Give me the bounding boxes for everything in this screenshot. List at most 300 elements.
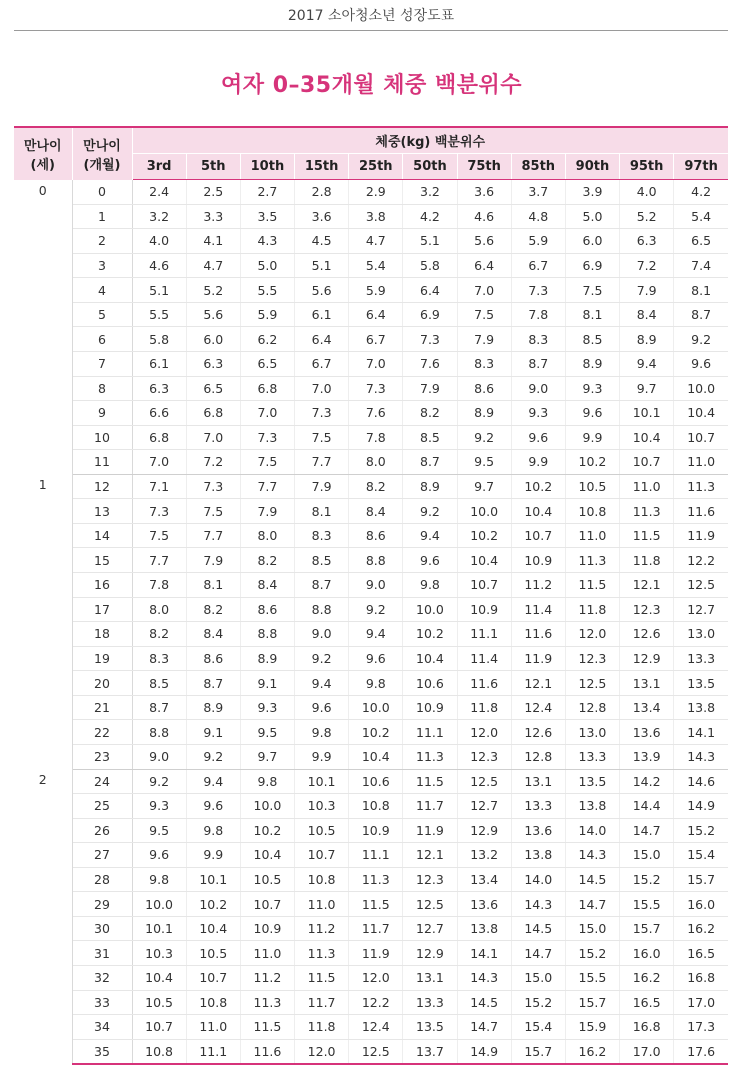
weight-value-cell: 11.3 xyxy=(620,499,674,524)
weight-value-cell: 7.8 xyxy=(132,573,186,598)
percentile-header: 15th xyxy=(295,154,349,180)
weight-value-cell: 12.0 xyxy=(565,622,619,647)
age-months-cell: 15 xyxy=(72,548,132,573)
weight-value-cell: 10.1 xyxy=(186,867,240,892)
weight-value-cell: 11.7 xyxy=(403,794,457,819)
weight-value-cell: 12.2 xyxy=(349,990,403,1015)
weight-value-cell: 10.7 xyxy=(457,573,511,598)
weight-value-cell: 9.7 xyxy=(240,744,294,769)
percentile-header: 75th xyxy=(457,154,511,180)
weight-value-cell: 14.5 xyxy=(457,990,511,1015)
weight-value-cell: 6.1 xyxy=(132,351,186,376)
weight-value-cell: 11.2 xyxy=(295,916,349,941)
table-header xyxy=(14,127,728,180)
weight-value-cell: 10.9 xyxy=(403,695,457,720)
weight-value-cell: 9.9 xyxy=(295,744,349,769)
weight-value-cell: 4.7 xyxy=(349,229,403,254)
weight-value-cell: 13.1 xyxy=(403,966,457,991)
weight-value-cell: 10.9 xyxy=(511,548,565,573)
weight-value-cell: 10.7 xyxy=(674,425,728,450)
table-row xyxy=(14,548,728,573)
weight-value-cell: 7.4 xyxy=(674,253,728,278)
weight-value-cell: 13.0 xyxy=(565,720,619,745)
weight-value-cell: 10.7 xyxy=(240,892,294,917)
age-months-cell: 11 xyxy=(72,450,132,475)
weight-value-cell: 8.5 xyxy=(132,671,186,696)
table-row xyxy=(14,720,728,745)
weight-value-cell: 7.3 xyxy=(132,499,186,524)
age-months-cell: 29 xyxy=(72,892,132,917)
weight-value-cell: 10.2 xyxy=(457,523,511,548)
age-months-cell: 28 xyxy=(72,867,132,892)
weight-value-cell: 5.9 xyxy=(349,278,403,303)
weight-value-cell: 11.0 xyxy=(240,941,294,966)
weight-value-cell: 5.4 xyxy=(349,253,403,278)
weight-value-cell: 8.2 xyxy=(132,622,186,647)
document-header: 2017 소아청소년 성장도표 xyxy=(14,0,728,31)
weight-value-cell: 5.0 xyxy=(565,204,619,229)
weight-value-cell: 10.2 xyxy=(565,450,619,475)
weight-value-cell: 13.7 xyxy=(403,1039,457,1064)
weight-value-cell: 12.9 xyxy=(620,646,674,671)
weight-value-cell: 8.8 xyxy=(295,597,349,622)
weight-value-cell: 11.1 xyxy=(403,720,457,745)
weight-value-cell: 12.5 xyxy=(565,671,619,696)
weight-value-cell: 7.9 xyxy=(186,548,240,573)
weight-value-cell: 10.2 xyxy=(240,818,294,843)
weight-value-cell: 9.4 xyxy=(403,523,457,548)
table-row xyxy=(14,204,728,229)
age-months-cell: 34 xyxy=(72,1015,132,1040)
weight-value-cell: 16.2 xyxy=(674,916,728,941)
weight-value-cell: 8.1 xyxy=(186,573,240,598)
weight-value-cell: 6.5 xyxy=(186,376,240,401)
weight-value-cell: 7.0 xyxy=(240,401,294,426)
weight-value-cell: 9.1 xyxy=(240,671,294,696)
weight-value-cell: 7.0 xyxy=(457,278,511,303)
weight-value-cell: 10.7 xyxy=(186,966,240,991)
weight-value-cell: 7.3 xyxy=(295,401,349,426)
weight-value-cell: 10.8 xyxy=(132,1039,186,1064)
weight-value-cell: 7.7 xyxy=(240,474,294,499)
age-months-cell: 18 xyxy=(72,622,132,647)
weight-value-cell: 15.5 xyxy=(565,966,619,991)
weight-value-cell: 11.9 xyxy=(511,646,565,671)
table-row xyxy=(14,597,728,622)
weight-value-cell: 7.0 xyxy=(186,425,240,450)
weight-value-cell: 13.6 xyxy=(620,720,674,745)
weight-value-cell: 11.4 xyxy=(511,597,565,622)
weight-value-cell: 2.5 xyxy=(186,180,240,205)
weight-value-cell: 3.7 xyxy=(511,180,565,205)
weight-value-cell: 15.7 xyxy=(674,867,728,892)
weight-value-cell: 11.0 xyxy=(674,450,728,475)
weight-value-cell: 12.0 xyxy=(457,720,511,745)
weight-value-cell: 9.5 xyxy=(240,720,294,745)
weight-value-cell: 13.8 xyxy=(674,695,728,720)
weight-value-cell: 7.5 xyxy=(240,450,294,475)
weight-value-cell: 10.4 xyxy=(511,499,565,524)
weight-value-cell: 3.8 xyxy=(349,204,403,229)
weight-value-cell: 11.0 xyxy=(620,474,674,499)
weight-value-cell: 10.4 xyxy=(349,744,403,769)
weight-value-cell: 9.8 xyxy=(403,573,457,598)
weight-value-cell: 5.9 xyxy=(240,302,294,327)
weight-value-cell: 5.1 xyxy=(132,278,186,303)
weight-value-cell: 7.7 xyxy=(295,450,349,475)
weight-value-cell: 3.3 xyxy=(186,204,240,229)
weight-value-cell: 11.7 xyxy=(295,990,349,1015)
weight-value-cell: 11.2 xyxy=(511,573,565,598)
table-row xyxy=(14,1015,728,1040)
weight-value-cell: 14.4 xyxy=(620,794,674,819)
weight-value-cell: 11.0 xyxy=(565,523,619,548)
weight-value-cell: 7.3 xyxy=(349,376,403,401)
weight-value-cell: 8.7 xyxy=(403,450,457,475)
weight-value-cell: 12.1 xyxy=(511,671,565,696)
age-months-cell: 20 xyxy=(72,671,132,696)
weight-value-cell: 9.9 xyxy=(186,843,240,868)
weight-value-cell: 6.6 xyxy=(132,401,186,426)
weight-value-cell: 8.6 xyxy=(240,597,294,622)
weight-value-cell: 11.6 xyxy=(240,1039,294,1064)
weight-value-cell: 7.5 xyxy=(186,499,240,524)
weight-value-cell: 10.4 xyxy=(186,916,240,941)
weight-value-cell: 9.3 xyxy=(565,376,619,401)
weight-value-cell: 2.8 xyxy=(295,180,349,205)
table-row xyxy=(14,351,728,376)
age-months-cell: 13 xyxy=(72,499,132,524)
table-row xyxy=(14,278,728,303)
table-row xyxy=(14,695,728,720)
weight-value-cell: 10.2 xyxy=(349,720,403,745)
weight-value-cell: 8.9 xyxy=(620,327,674,352)
weight-value-cell: 15.2 xyxy=(674,818,728,843)
weight-value-cell: 16.8 xyxy=(674,966,728,991)
weight-value-cell: 16.0 xyxy=(620,941,674,966)
weight-value-cell: 10.8 xyxy=(295,867,349,892)
weight-value-cell: 6.0 xyxy=(565,229,619,254)
weight-value-cell: 9.0 xyxy=(132,744,186,769)
column-header-age-years-label: 만나이 (세) xyxy=(23,138,62,173)
weight-value-cell: 9.3 xyxy=(240,695,294,720)
weight-value-cell: 12.6 xyxy=(511,720,565,745)
age-months-cell: 16 xyxy=(72,573,132,598)
age-months-cell: 10 xyxy=(72,425,132,450)
weight-value-cell: 6.8 xyxy=(186,401,240,426)
weight-value-cell: 6.2 xyxy=(240,327,294,352)
age-months-cell: 26 xyxy=(72,818,132,843)
weight-value-cell: 10.9 xyxy=(349,818,403,843)
weight-value-cell: 12.4 xyxy=(349,1015,403,1040)
weight-value-cell: 14.7 xyxy=(565,892,619,917)
weight-value-cell: 7.8 xyxy=(511,302,565,327)
weight-value-cell: 7.0 xyxy=(295,376,349,401)
weight-value-cell: 12.5 xyxy=(674,573,728,598)
weight-value-cell: 3.2 xyxy=(132,204,186,229)
weight-value-cell: 12.3 xyxy=(457,744,511,769)
weight-value-cell: 10.1 xyxy=(132,916,186,941)
percentile-header: 97th xyxy=(674,154,728,180)
weight-value-cell: 10.8 xyxy=(186,990,240,1015)
weight-value-cell: 8.4 xyxy=(240,573,294,598)
weight-value-cell: 6.7 xyxy=(349,327,403,352)
weight-value-cell: 9.6 xyxy=(403,548,457,573)
weight-value-cell: 6.5 xyxy=(674,229,728,254)
weight-value-cell: 10.0 xyxy=(674,376,728,401)
age-years-cell: 1 xyxy=(14,474,72,769)
weight-value-cell: 7.9 xyxy=(295,474,349,499)
weight-value-cell: 13.3 xyxy=(511,794,565,819)
weight-value-cell: 6.4 xyxy=(295,327,349,352)
weight-value-cell: 8.3 xyxy=(132,646,186,671)
weight-value-cell: 11.5 xyxy=(565,573,619,598)
weight-value-cell: 15.7 xyxy=(620,916,674,941)
weight-value-cell: 11.5 xyxy=(620,523,674,548)
weight-value-cell: 10.0 xyxy=(132,892,186,917)
weight-value-cell: 6.3 xyxy=(186,351,240,376)
age-months-cell: 9 xyxy=(72,401,132,426)
weight-value-cell: 12.5 xyxy=(349,1039,403,1064)
weight-value-cell: 10.4 xyxy=(620,425,674,450)
age-months-cell: 33 xyxy=(72,990,132,1015)
weight-value-cell: 7.1 xyxy=(132,474,186,499)
weight-value-cell: 7.2 xyxy=(620,253,674,278)
weight-value-cell: 16.8 xyxy=(620,1015,674,1040)
weight-value-cell: 11.3 xyxy=(565,548,619,573)
weight-value-cell: 10.5 xyxy=(240,867,294,892)
table-row xyxy=(14,744,728,769)
weight-value-cell: 7.6 xyxy=(403,351,457,376)
weight-value-cell: 8.5 xyxy=(295,548,349,573)
weight-value-cell: 10.4 xyxy=(403,646,457,671)
table-row xyxy=(14,622,728,647)
weight-value-cell: 4.0 xyxy=(620,180,674,205)
table-row xyxy=(14,229,728,254)
table-row xyxy=(14,843,728,868)
weight-value-cell: 11.6 xyxy=(457,671,511,696)
table-row xyxy=(14,573,728,598)
weight-value-cell: 6.8 xyxy=(132,425,186,450)
weight-value-cell: 13.2 xyxy=(457,843,511,868)
weight-value-cell: 4.7 xyxy=(186,253,240,278)
weight-value-cell: 7.8 xyxy=(349,425,403,450)
weight-value-cell: 15.5 xyxy=(620,892,674,917)
weight-value-cell: 15.0 xyxy=(620,843,674,868)
weight-value-cell: 13.8 xyxy=(457,916,511,941)
weight-value-cell: 8.8 xyxy=(240,622,294,647)
weight-value-cell: 11.6 xyxy=(511,622,565,647)
weight-value-cell: 3.6 xyxy=(295,204,349,229)
age-months-cell: 4 xyxy=(72,278,132,303)
weight-value-cell: 8.2 xyxy=(240,548,294,573)
weight-value-cell: 15.4 xyxy=(674,843,728,868)
column-header-age-months xyxy=(72,127,132,180)
weight-value-cell: 8.9 xyxy=(457,401,511,426)
table-row xyxy=(14,499,728,524)
weight-value-cell: 9.6 xyxy=(349,646,403,671)
weight-value-cell: 14.5 xyxy=(511,916,565,941)
weight-value-cell: 11.3 xyxy=(403,744,457,769)
age-months-cell: 19 xyxy=(72,646,132,671)
weight-value-cell: 11.3 xyxy=(240,990,294,1015)
weight-value-cell: 8.4 xyxy=(349,499,403,524)
table-row xyxy=(14,990,728,1015)
table-row xyxy=(14,327,728,352)
table-row xyxy=(14,376,728,401)
weight-value-cell: 13.5 xyxy=(674,671,728,696)
table-row xyxy=(14,523,728,548)
percentile-header: 5th xyxy=(186,154,240,180)
weight-value-cell: 14.5 xyxy=(565,867,619,892)
weight-value-cell: 6.4 xyxy=(457,253,511,278)
weight-value-cell: 7.0 xyxy=(349,351,403,376)
weight-value-cell: 9.6 xyxy=(295,695,349,720)
age-months-cell: 27 xyxy=(72,843,132,868)
weight-value-cell: 9.8 xyxy=(132,867,186,892)
weight-value-cell: 13.3 xyxy=(403,990,457,1015)
age-months-cell: 12 xyxy=(72,474,132,499)
weight-value-cell: 2.4 xyxy=(132,180,186,205)
weight-value-cell: 12.9 xyxy=(457,818,511,843)
weight-value-cell: 10.2 xyxy=(403,622,457,647)
table-row xyxy=(14,401,728,426)
age-months-cell: 6 xyxy=(72,327,132,352)
weight-value-cell: 11.3 xyxy=(295,941,349,966)
weight-value-cell: 13.6 xyxy=(457,892,511,917)
weight-value-cell: 10.7 xyxy=(620,450,674,475)
weight-value-cell: 5.8 xyxy=(403,253,457,278)
weight-value-cell: 7.5 xyxy=(132,523,186,548)
weight-value-cell: 10.5 xyxy=(295,818,349,843)
weight-value-cell: 9.9 xyxy=(511,450,565,475)
weight-value-cell: 7.3 xyxy=(240,425,294,450)
weight-value-cell: 12.6 xyxy=(620,622,674,647)
weight-value-cell: 9.0 xyxy=(511,376,565,401)
weight-value-cell: 8.8 xyxy=(132,720,186,745)
age-months-cell: 25 xyxy=(72,794,132,819)
weight-value-cell: 9.4 xyxy=(620,351,674,376)
weight-value-cell: 11.8 xyxy=(620,548,674,573)
weight-value-cell: 9.7 xyxy=(457,474,511,499)
weight-value-cell: 6.4 xyxy=(349,302,403,327)
weight-value-cell: 2.9 xyxy=(349,180,403,205)
weight-value-cell: 14.3 xyxy=(511,892,565,917)
weight-value-cell: 7.3 xyxy=(186,474,240,499)
weight-value-cell: 5.0 xyxy=(240,253,294,278)
weight-value-cell: 10.2 xyxy=(511,474,565,499)
weight-value-cell: 7.6 xyxy=(349,401,403,426)
weight-value-cell: 9.3 xyxy=(511,401,565,426)
weight-value-cell: 11.5 xyxy=(349,892,403,917)
column-header-age-years xyxy=(14,127,72,180)
weight-value-cell: 5.6 xyxy=(457,229,511,254)
weight-value-cell: 7.9 xyxy=(457,327,511,352)
weight-value-cell: 12.1 xyxy=(620,573,674,598)
weight-value-cell: 4.2 xyxy=(403,204,457,229)
weight-value-cell: 10.6 xyxy=(349,769,403,794)
page-title: 여자 0–35개월 체중 백분위수 xyxy=(221,73,522,98)
weight-value-cell: 8.3 xyxy=(511,327,565,352)
weight-value-cell: 12.1 xyxy=(403,843,457,868)
weight-value-cell: 10.3 xyxy=(132,941,186,966)
weight-value-cell: 9.9 xyxy=(565,425,619,450)
weight-value-cell: 14.7 xyxy=(620,818,674,843)
weight-value-cell: 12.8 xyxy=(511,744,565,769)
weight-value-cell: 10.7 xyxy=(295,843,349,868)
weight-value-cell: 13.3 xyxy=(565,744,619,769)
table-row xyxy=(14,450,728,475)
weight-value-cell: 7.9 xyxy=(240,499,294,524)
weight-value-cell: 15.9 xyxy=(565,1015,619,1040)
weight-value-cell: 15.2 xyxy=(511,990,565,1015)
weight-value-cell: 10.0 xyxy=(457,499,511,524)
weight-value-cell: 14.7 xyxy=(511,941,565,966)
weight-value-cell: 11.5 xyxy=(295,966,349,991)
weight-value-cell: 9.6 xyxy=(674,351,728,376)
weight-value-cell: 9.6 xyxy=(511,425,565,450)
weight-value-cell: 11.8 xyxy=(457,695,511,720)
weight-value-cell: 8.5 xyxy=(403,425,457,450)
weight-value-cell: 5.8 xyxy=(132,327,186,352)
weight-value-cell: 10.8 xyxy=(565,499,619,524)
weight-value-cell: 9.8 xyxy=(240,769,294,794)
percentile-header: 25th xyxy=(349,154,403,180)
weight-value-cell: 6.5 xyxy=(240,351,294,376)
weight-value-cell: 17.0 xyxy=(674,990,728,1015)
weight-value-cell: 12.7 xyxy=(403,916,457,941)
weight-value-cell: 4.1 xyxy=(186,229,240,254)
weight-value-cell: 14.0 xyxy=(511,867,565,892)
weight-value-cell: 9.5 xyxy=(132,818,186,843)
weight-value-cell: 12.5 xyxy=(403,892,457,917)
weight-value-cell: 9.6 xyxy=(565,401,619,426)
age-months-cell: 31 xyxy=(72,941,132,966)
weight-value-cell: 10.4 xyxy=(457,548,511,573)
age-months-cell: 0 xyxy=(72,180,132,205)
weight-value-cell: 6.7 xyxy=(511,253,565,278)
weight-value-cell: 10.9 xyxy=(240,916,294,941)
weight-value-cell: 8.7 xyxy=(132,695,186,720)
column-header-age-months-label: 만나이 (개월) xyxy=(83,138,121,173)
table-row xyxy=(14,646,728,671)
percentile-header: 85th xyxy=(511,154,565,180)
weight-value-cell: 4.3 xyxy=(240,229,294,254)
weight-value-cell: 5.2 xyxy=(620,204,674,229)
column-header-weight-percentiles: 체중(kg) 백분위수 xyxy=(132,127,728,154)
weight-value-cell: 9.0 xyxy=(349,573,403,598)
table-row xyxy=(14,941,728,966)
weight-value-cell: 9.2 xyxy=(403,499,457,524)
weight-value-cell: 12.5 xyxy=(457,769,511,794)
weight-value-cell: 13.8 xyxy=(511,843,565,868)
weight-percentile-table xyxy=(14,126,728,1065)
weight-value-cell: 6.3 xyxy=(620,229,674,254)
weight-value-cell: 8.5 xyxy=(565,327,619,352)
weight-value-cell: 15.7 xyxy=(511,1039,565,1064)
weight-value-cell: 17.6 xyxy=(674,1039,728,1064)
weight-value-cell: 3.2 xyxy=(403,180,457,205)
weight-value-cell: 9.2 xyxy=(132,769,186,794)
weight-value-cell: 9.6 xyxy=(186,794,240,819)
weight-value-cell: 9.2 xyxy=(186,744,240,769)
weight-value-cell: 7.5 xyxy=(457,302,511,327)
table-row xyxy=(14,1039,728,1064)
weight-value-cell: 6.9 xyxy=(565,253,619,278)
weight-value-cell: 13.5 xyxy=(565,769,619,794)
weight-value-cell: 14.0 xyxy=(565,818,619,843)
weight-value-cell: 13.0 xyxy=(674,622,728,647)
